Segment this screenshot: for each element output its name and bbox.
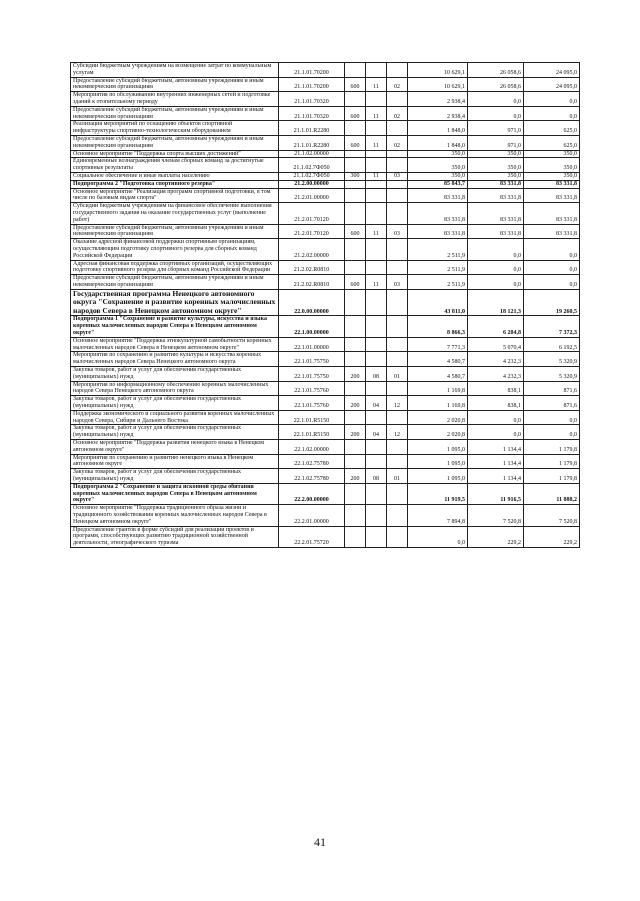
row-section: 11	[366, 77, 387, 92]
row-subsection	[387, 381, 408, 396]
row-section	[366, 188, 387, 203]
row-value-year3: 625,0	[524, 135, 580, 150]
row-value-year3: 0,0	[524, 106, 580, 121]
row-section: 11	[366, 275, 387, 290]
row-value-year2: 5 070,4	[468, 337, 524, 352]
row-section	[366, 505, 387, 526]
row-value-year2: 0,0	[468, 425, 524, 440]
row-value-year1: 350,0	[408, 158, 468, 173]
row-subsection: 02	[387, 106, 408, 121]
table-row	[71, 150, 580, 158]
row-value-year2: 7 520,8	[468, 505, 524, 526]
row-subsection	[387, 260, 408, 275]
table-row	[71, 396, 580, 411]
row-expense-type	[345, 289, 366, 316]
row-value-year3: 83 331,8	[524, 180, 580, 188]
table-row	[71, 469, 580, 484]
row-code: 21.1.02.7Ф050	[279, 158, 345, 173]
row-name: Подпрограмма 2 "Сохранение и защита исконной среды обитания коренных малочисленных народов Севера в Ненецком автономном округе"	[71, 483, 279, 504]
row-value-year1: 1 848,0	[408, 121, 468, 136]
row-section	[366, 203, 387, 224]
row-code: 21.1.02.00000	[279, 150, 345, 158]
row-subsection: 12	[387, 425, 408, 440]
row-expense-type	[345, 239, 366, 260]
row-value-year2: 1 134,4	[468, 440, 524, 455]
row-section: 11	[366, 106, 387, 121]
table-row	[71, 239, 580, 260]
row-name: Социальное обеспечение и иные выплаты населению	[71, 172, 279, 180]
row-name: Мероприятия по информационному обеспечению коренных малочисленных народов Севера Ненецкого автономного округа	[71, 381, 279, 396]
table-row	[71, 454, 580, 469]
row-code: 22.2.00.00000	[279, 483, 345, 504]
row-value-year1: 4 580,7	[408, 352, 468, 367]
row-value-year1: 4 580,7	[408, 367, 468, 382]
table-row	[71, 381, 580, 396]
row-value-year3: 229,2	[524, 526, 580, 547]
row-expense-type	[345, 92, 366, 107]
row-section	[366, 483, 387, 504]
row-value-year3: 83 331,8	[524, 224, 580, 239]
row-subsection	[387, 526, 408, 547]
row-value-year3: 625,0	[524, 121, 580, 136]
row-name: Субсидии бюджетным учреждениям на возмещение затрат по коммунальным услугам	[71, 63, 279, 78]
row-value-year1: 10 629,1	[408, 77, 468, 92]
row-code: 21.2.00.00000	[279, 180, 345, 188]
row-value-year2: 0,0	[468, 275, 524, 290]
row-code: 21.1.02.7Ф050	[279, 172, 345, 180]
row-expense-type	[345, 316, 366, 337]
row-section	[366, 92, 387, 107]
row-section: 11	[366, 135, 387, 150]
row-value-year2: 1 134,4	[468, 469, 524, 484]
row-value-year3: 0,0	[524, 410, 580, 425]
row-subsection: 02	[387, 77, 408, 92]
row-value-year3: 5 320,9	[524, 367, 580, 382]
row-value-year2: 838,1	[468, 381, 524, 396]
row-expense-type	[345, 203, 366, 224]
row-value-year2: 0,0	[468, 92, 524, 107]
row-value-year1: 1 095,0	[408, 440, 468, 455]
row-name: Предоставление субсидий бюджетным, автономным учреждениям и иным некоммерческим организациям	[71, 275, 279, 290]
row-value-year1: 83 331,8	[408, 224, 468, 239]
table-row	[71, 337, 580, 352]
row-expense-type	[345, 158, 366, 173]
budget-table-body	[71, 63, 580, 548]
row-expense-type	[345, 440, 366, 455]
row-code: 21.1.01.70320	[279, 92, 345, 107]
row-value-year1: 2 511,9	[408, 275, 468, 290]
row-value-year3: 350,0	[524, 158, 580, 173]
row-value-year2: 83 331,8	[468, 224, 524, 239]
row-section	[366, 260, 387, 275]
row-name: Мероприятия по сохранению и развитию культуры и искусства коренных малочисленных народов Севера Ненецкого автономного округа	[71, 352, 279, 367]
row-value-year3: 350,0	[524, 172, 580, 180]
row-subsection	[387, 92, 408, 107]
row-code: 22.1.01.75750	[279, 352, 345, 367]
row-subsection	[387, 203, 408, 224]
row-section	[366, 121, 387, 136]
row-subsection	[387, 454, 408, 469]
row-name: Предоставление субсидий бюджетным, автономным учреждениям и иным некоммерческим организациям	[71, 106, 279, 121]
row-subsection	[387, 352, 408, 367]
row-expense-type	[345, 337, 366, 352]
row-value-year1: 1 095,0	[408, 469, 468, 484]
table-row	[71, 92, 580, 107]
table-row	[71, 121, 580, 136]
table-row	[71, 63, 580, 78]
row-expense-type: 600	[345, 224, 366, 239]
row-subsection	[387, 239, 408, 260]
row-value-year3: 350,0	[524, 150, 580, 158]
row-expense-type: 200	[345, 425, 366, 440]
table-row	[71, 260, 580, 275]
row-expense-type: 600	[345, 106, 366, 121]
row-subsection	[387, 440, 408, 455]
row-expense-type: 200	[345, 367, 366, 382]
budget-table	[70, 62, 580, 548]
row-code: 22.1.01.R5150	[279, 410, 345, 425]
row-value-year3: 871,6	[524, 381, 580, 396]
row-value-year3: 83 331,8	[524, 188, 580, 203]
row-section: 08	[366, 469, 387, 484]
row-value-year2: 971,0	[468, 135, 524, 150]
row-value-year1: 1 169,8	[408, 396, 468, 411]
table-row	[71, 316, 580, 337]
row-code: 21.1.01.70200	[279, 63, 345, 78]
row-value-year2: 26 058,6	[468, 77, 524, 92]
row-value-year2: 26 058,6	[468, 63, 524, 78]
row-value-year1: 2 938,4	[408, 106, 468, 121]
row-value-year2: 1 134,4	[468, 454, 524, 469]
row-expense-type: 200	[345, 396, 366, 411]
row-expense-type	[345, 352, 366, 367]
row-subsection	[387, 316, 408, 337]
row-name: Предоставление грантов в форме субсидий для реализации проектов и программ, способствующих развитию традиционной хозяйственной деятельности, этнографического туризма	[71, 526, 279, 547]
row-subsection	[387, 505, 408, 526]
row-section	[366, 454, 387, 469]
row-expense-type	[345, 63, 366, 78]
table-row	[71, 425, 580, 440]
row-value-year1: 1 169,8	[408, 381, 468, 396]
row-code: 22.1.01.75760	[279, 396, 345, 411]
row-expense-type	[345, 526, 366, 547]
row-name: Адресная финансовая поддержка спортивных организаций, осуществляющих подготовку спортивного резерва для сборных команд Российской Федерации	[71, 260, 279, 275]
row-name: Поддержка экономического и социального развития коренных малочисленных народов Севера, Сибири и Дальнего Востока	[71, 410, 279, 425]
row-value-year1: 85 843,7	[408, 180, 468, 188]
row-value-year3: 1 179,8	[524, 454, 580, 469]
row-subsection: 03	[387, 224, 408, 239]
row-value-year3: 1 179,8	[524, 469, 580, 484]
row-value-year3: 0,0	[524, 275, 580, 290]
row-code: 22.1.02.75780	[279, 469, 345, 484]
row-value-year2: 350,0	[468, 172, 524, 180]
row-name: Закупка товаров, работ и услуг для обеспечения государственных (муниципальных) нужд	[71, 425, 279, 440]
row-subsection	[387, 158, 408, 173]
table-row	[71, 158, 580, 173]
row-value-year3: 0,0	[524, 425, 580, 440]
row-subsection: 03	[387, 172, 408, 180]
row-code: 22.0.00.00000	[279, 289, 345, 316]
row-section	[366, 158, 387, 173]
row-name: Единовременные вознаграждения членам сборных команд за достигнутые спортивные результаты	[71, 158, 279, 173]
row-expense-type: 600	[345, 77, 366, 92]
row-value-year1: 7 771,3	[408, 337, 468, 352]
row-name: Основное мероприятие "Поддержка спорта высших достижений"	[71, 150, 279, 158]
row-subsection: 03	[387, 275, 408, 290]
row-code: 22.1.02.00000	[279, 440, 345, 455]
row-value-year1: 350,0	[408, 150, 468, 158]
row-section	[366, 410, 387, 425]
row-name: Основное мероприятие "Поддержка традиционного образа жизни и традиционного хозяйствования коренных малочисленных народов Севера в Ненецком автономном округе"	[71, 505, 279, 526]
table-row	[71, 180, 580, 188]
row-name: Предоставление субсидий бюджетным, автономным учреждениям и иным некоммерческим организациям	[71, 135, 279, 150]
row-code: 21.2.01.00000	[279, 188, 345, 203]
row-name: Закупка товаров, работ и услуг для обеспечения государственных (муниципальных) нужд	[71, 469, 279, 484]
row-section	[366, 239, 387, 260]
table-row	[71, 275, 580, 290]
row-value-year1: 2 938,4	[408, 92, 468, 107]
row-value-year3: 0,0	[524, 239, 580, 260]
row-value-year3: 24 095,0	[524, 77, 580, 92]
row-value-year1: 8 866,3	[408, 316, 468, 337]
row-name: Основное мероприятие "Поддержка этнокультурной самобытности коренных малочисленных народов Севера в Ненецком автономном округе"	[71, 337, 279, 352]
row-value-year3: 19 260,5	[524, 289, 580, 316]
row-value-year1: 11 919,5	[408, 483, 468, 504]
row-expense-type: 600	[345, 275, 366, 290]
page-number: 41	[314, 835, 326, 849]
row-expense-type	[345, 410, 366, 425]
row-section: 04	[366, 396, 387, 411]
row-subsection	[387, 180, 408, 188]
row-value-year2: 83 331,8	[468, 188, 524, 203]
row-value-year1: 7 894,8	[408, 505, 468, 526]
row-code: 22.2.01.75720	[279, 526, 345, 547]
row-value-year1: 2 020,8	[408, 425, 468, 440]
row-code: 21.2.02.R0810	[279, 260, 345, 275]
row-code: 21.2.02.00000	[279, 239, 345, 260]
row-value-year2: 971,0	[468, 121, 524, 136]
row-code: 21.1.01.70320	[279, 106, 345, 121]
row-value-year2: 229,2	[468, 526, 524, 547]
row-value-year2: 350,0	[468, 150, 524, 158]
row-subsection: 01	[387, 469, 408, 484]
row-name: Реализация мероприятий по оснащению объектов спортивной инфраструктуры спортивно-технологическим оборудованием	[71, 121, 279, 136]
row-value-year2: 350,0	[468, 158, 524, 173]
row-name: Закупка товаров, работ и услуг для обеспечения государственных (муниципальных) нужд	[71, 396, 279, 411]
row-code: 22.1.01.75760	[279, 381, 345, 396]
row-expense-type	[345, 454, 366, 469]
row-value-year2: 0,0	[468, 260, 524, 275]
row-code: 22.2.01.00000	[279, 505, 345, 526]
row-section	[366, 289, 387, 316]
table-row	[71, 410, 580, 425]
row-code: 22.1.00.00000	[279, 316, 345, 337]
row-subsection	[387, 289, 408, 316]
row-value-year2: 4 232,3	[468, 367, 524, 382]
row-value-year3: 7 372,3	[524, 316, 580, 337]
table-row	[71, 224, 580, 239]
row-expense-type	[345, 381, 366, 396]
row-value-year3: 0,0	[524, 92, 580, 107]
row-expense-type	[345, 121, 366, 136]
row-value-year3: 6 192,5	[524, 337, 580, 352]
table-row	[71, 135, 580, 150]
table-row	[71, 367, 580, 382]
row-section	[366, 337, 387, 352]
row-section	[366, 352, 387, 367]
table-row	[71, 106, 580, 121]
row-name: Мероприятия по обслуживанию внутренних инженерных сетей и подготовке зданий к отопительному периоду	[71, 92, 279, 107]
row-subsection	[387, 150, 408, 158]
row-subsection: 01	[387, 367, 408, 382]
row-name: Государственная программа Ненецкого автономного округа "Сохранение и развитие коренных малочисленных народов Севера в Ненецком автономном округе"	[71, 289, 279, 316]
table-row	[71, 289, 580, 316]
row-expense-type	[345, 260, 366, 275]
row-value-year1: 10 629,1	[408, 63, 468, 78]
row-name: Предоставление субсидий бюджетным, автономным учреждениям и иным некоммерческим организациям	[71, 77, 279, 92]
row-value-year1: 83 331,8	[408, 188, 468, 203]
row-value-year3: 0,0	[524, 260, 580, 275]
row-expense-type	[345, 483, 366, 504]
row-name: Мероприятия по сохранению и развитию ненецкого языка в Ненецком автономном округе	[71, 454, 279, 469]
row-code: 21.1.01.R2280	[279, 121, 345, 136]
row-name: Оказание адресной финансовой поддержки спортивным организациям, осуществляющим подготовку спортивного резерва для сборных команд Российской Федерации	[71, 239, 279, 260]
row-expense-type	[345, 188, 366, 203]
row-value-year3: 83 331,8	[524, 203, 580, 224]
row-code: 22.1.01.75750	[279, 367, 345, 382]
row-expense-type	[345, 505, 366, 526]
table-row	[71, 483, 580, 504]
row-value-year2: 0,0	[468, 410, 524, 425]
row-subsection: 12	[387, 396, 408, 411]
row-value-year3: 1 179,8	[524, 440, 580, 455]
row-section	[366, 440, 387, 455]
row-expense-type	[345, 150, 366, 158]
row-subsection: 02	[387, 135, 408, 150]
row-value-year2: 83 331,8	[468, 203, 524, 224]
table-row	[71, 77, 580, 92]
table-row	[71, 526, 580, 547]
row-subsection	[387, 483, 408, 504]
row-value-year1: 2 511,9	[408, 239, 468, 260]
row-section: 11	[366, 224, 387, 239]
row-section	[366, 526, 387, 547]
table-row	[71, 203, 580, 224]
row-value-year3: 871,6	[524, 396, 580, 411]
table-row	[71, 188, 580, 203]
row-name: Подпрограмма 1 "Сохранение и развитие культуры, искусства и языка коренных малочисленных народов Севера в Ненецком автономном округе"	[71, 316, 279, 337]
row-value-year1: 2 511,9	[408, 260, 468, 275]
row-code: 21.2.02.R0810	[279, 275, 345, 290]
row-value-year2: 83 331,8	[468, 180, 524, 188]
row-expense-type: 600	[345, 135, 366, 150]
row-section	[366, 180, 387, 188]
row-subsection	[387, 410, 408, 425]
row-value-year1: 1 848,0	[408, 135, 468, 150]
row-value-year2: 4 232,3	[468, 352, 524, 367]
row-value-year2: 0,0	[468, 239, 524, 260]
row-value-year1: 43 811,0	[408, 289, 468, 316]
row-subsection	[387, 121, 408, 136]
row-section: 11	[366, 172, 387, 180]
row-section	[366, 381, 387, 396]
row-section	[366, 150, 387, 158]
row-subsection	[387, 188, 408, 203]
row-name: Подпрограмма 2 "Подготовка спортивного резерва"	[71, 180, 279, 188]
row-value-year1: 2 020,8	[408, 410, 468, 425]
row-code: 21.1.01.70200	[279, 77, 345, 92]
row-subsection	[387, 63, 408, 78]
row-section	[366, 63, 387, 78]
table-row	[71, 440, 580, 455]
row-section: 08	[366, 367, 387, 382]
row-expense-type	[345, 180, 366, 188]
row-value-year1: 0,0	[408, 526, 468, 547]
row-expense-type: 300	[345, 172, 366, 180]
row-value-year3: 5 320,9	[524, 352, 580, 367]
row-value-year1: 350,0	[408, 172, 468, 180]
row-code: 21.2.01.70120	[279, 224, 345, 239]
row-code: 21.1.01.R2280	[279, 135, 345, 150]
row-name: Предоставление субсидий бюджетным, автономным учреждениям и иным некоммерческим организациям	[71, 224, 279, 239]
table-row	[71, 172, 580, 180]
row-code: 22.1.01.R5150	[279, 425, 345, 440]
row-value-year3: 7 520,8	[524, 505, 580, 526]
row-section	[366, 316, 387, 337]
row-value-year1: 83 331,8	[408, 203, 468, 224]
row-subsection	[387, 337, 408, 352]
row-value-year2: 6 204,8	[468, 316, 524, 337]
row-value-year3: 11 888,2	[524, 483, 580, 504]
table-row	[71, 352, 580, 367]
row-name: Основное мероприятие "Реализация программ спортивной подготовки, в том числе по базовым видам спорта"	[71, 188, 279, 203]
row-name: Основное мероприятие "Поддержка развития ненецкого языка в Ненецком автономном округе"	[71, 440, 279, 455]
row-name: Закупка товаров, работ и услуг для обеспечения государственных (муниципальных) нужд	[71, 367, 279, 382]
row-code: 22.1.02.75780	[279, 454, 345, 469]
row-name: Субсидии бюджетным учреждениям на финансовое обеспечение выполнения государственного задания на оказание государственных услуг (выполнение работ)	[71, 203, 279, 224]
row-value-year2: 838,1	[468, 396, 524, 411]
row-value-year2: 11 916,5	[468, 483, 524, 504]
table-row	[71, 505, 580, 526]
row-code: 21.2.01.70120	[279, 203, 345, 224]
row-value-year3: 24 095,0	[524, 63, 580, 78]
row-expense-type: 200	[345, 469, 366, 484]
row-value-year1: 1 095,0	[408, 454, 468, 469]
row-value-year2: 18 121,3	[468, 289, 524, 316]
row-section: 04	[366, 425, 387, 440]
row-code: 22.1.01.00000	[279, 337, 345, 352]
row-value-year2: 0,0	[468, 106, 524, 121]
